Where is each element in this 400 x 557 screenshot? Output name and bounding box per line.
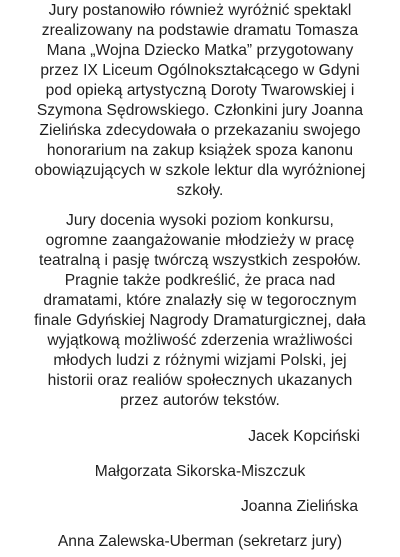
text-line: pod opieką artystyczną Doroty Twarowskiej i <box>45 82 355 99</box>
text-line: szkoły. <box>176 182 224 199</box>
paragraph-distinction <box>0 1 400 201</box>
signature-joanna-zielinska: Joanna Zielińska <box>240 498 358 515</box>
text-line: młodych ludzi z różnymi wizjami Polski, jej <box>53 352 347 369</box>
text-line: przez autorów tekstów. <box>120 392 280 409</box>
text-line: historii oraz realiów społecznych ukazanych <box>47 372 353 389</box>
text-line: Szymona Sędrowskiego. Członkini jury Joanna <box>36 102 364 119</box>
text-line: finale Gdyńskiej Nagrody Dramaturgicznej, dała <box>34 312 366 329</box>
signature-jacek-kopcinski: Jacek Kopciński <box>248 428 360 445</box>
text-line: honorarium na zakup książek spoza kanonu <box>46 142 354 159</box>
text-line: Jury postanowiło również wyróżnić spektakl <box>48 2 352 19</box>
text-line: Jury docenia wysoki poziom konkursu, <box>66 212 334 229</box>
text-line: ogromne zaangażowanie młodzieży w pracę <box>45 232 355 249</box>
text-line: obowiązujących w szkole lektur dla wyróżnionej <box>34 162 366 179</box>
text-line: dramatami, które znalazły się w tegorocznym <box>43 292 357 309</box>
text-line: teatralną i pasję twórczą wszystkich zespołów. <box>38 252 362 269</box>
signature-malgorzata-sikorska-miszczuk: Małgorzata Sikorska-Miszczuk <box>94 463 306 480</box>
text-line: wyjątkową możliwość zderzenia wrażliwości <box>47 332 353 349</box>
text-line: zrealizowany na podstawie dramatu Tomasza <box>41 22 359 39</box>
text-line: Zielińska zdecydowała o przekazaniu swojego <box>39 122 361 139</box>
text-line: Pragnie także podkreślić, że praca nad <box>64 272 336 289</box>
text-line: przez IX Liceum Ogólnokształcącego w Gdyni <box>40 62 360 79</box>
text-line: Mana „Wojna Dziecko Matka” przygotowany <box>46 42 354 59</box>
paragraph-appreciation <box>0 211 400 411</box>
signature-anna-zalewska-uberman: Anna Zalewska-Uberman (sekretarz jury) <box>57 533 343 550</box>
